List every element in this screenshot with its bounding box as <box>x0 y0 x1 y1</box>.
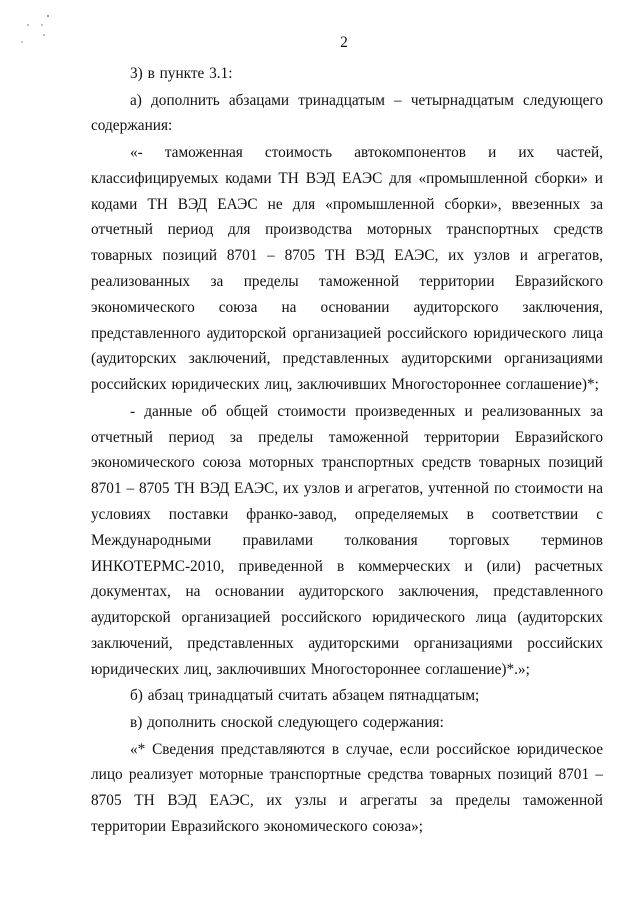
paragraph-total-cost: - данные об общей стоимости произведенных и реализованных за отчетный период за пределы таможенной территории Евразийского экономического союза моторных транспортных средств товарных позиций 8701 – 8705 ТН ВЭД ЕАЭС, их узлов и агрегатов, учтенной по стоимости на условиях поставки франко-завод, определяемых в соответствии с Международными правилами толкования торговых терминов ИНКОТЕРМС-2010, приведенной в коммерческих и (или) расчетных документах, на основании аудиторского заключения, представленного аудиторской организацией российского юридического лица (аудиторских заключений, представленных аудиторскими организациями российских юридических лиц, заключивших Многостороннее соглашение)*.»; <box>91 402 603 678</box>
paragraph-subitem-a: а) дополнить абзацами тринадцатым – четырнадцатым следующего содержания: <box>91 91 603 135</box>
page-number: 2 <box>340 34 348 51</box>
paragraph-subitem-b: б) абзац тринадцатый считать абзацем пятнадцатым; <box>130 687 480 705</box>
document-body <box>91 61 603 840</box>
paragraph-customs-value: «- таможенная стоимость автокомпонентов и их частей, классифицируемых кодами ТН ВЭД ЕАЭС для «промышленной сборки» и кодами ТН ВЭД ЕАЭС не для «промышленной сборки», ввезенных за отчетный период для производства моторных транспортных средств товарных позиций 8701 – 8705 ТН ВЭД ЕАЭС, их узлов и агрегатов, реализованных за пределы таможенной территории Евразийского экономического союза на основании аудиторского заключения, представленного аудиторской организацией российского юридического лица (аудиторских заключений, представленных аудиторскими организациями российских юридических лиц, заключивших Многостороннее соглашение)*; <box>91 143 603 394</box>
paragraph-footnote: «* Сведения представляются в случае, если российское юридическое лицо реализует моторные транспортные средства товарных позиций 8701 – 8705 ТН ВЭД ЕАЭС, их узлы и агрегаты за пределы таможенной территории Евразийского экономического союза»; <box>91 740 603 835</box>
paragraph-item-3: 3) в пункте 3.1: <box>130 65 233 82</box>
paragraph-subitem-v: в) дополнить сноской следующего содержания: <box>130 713 444 731</box>
